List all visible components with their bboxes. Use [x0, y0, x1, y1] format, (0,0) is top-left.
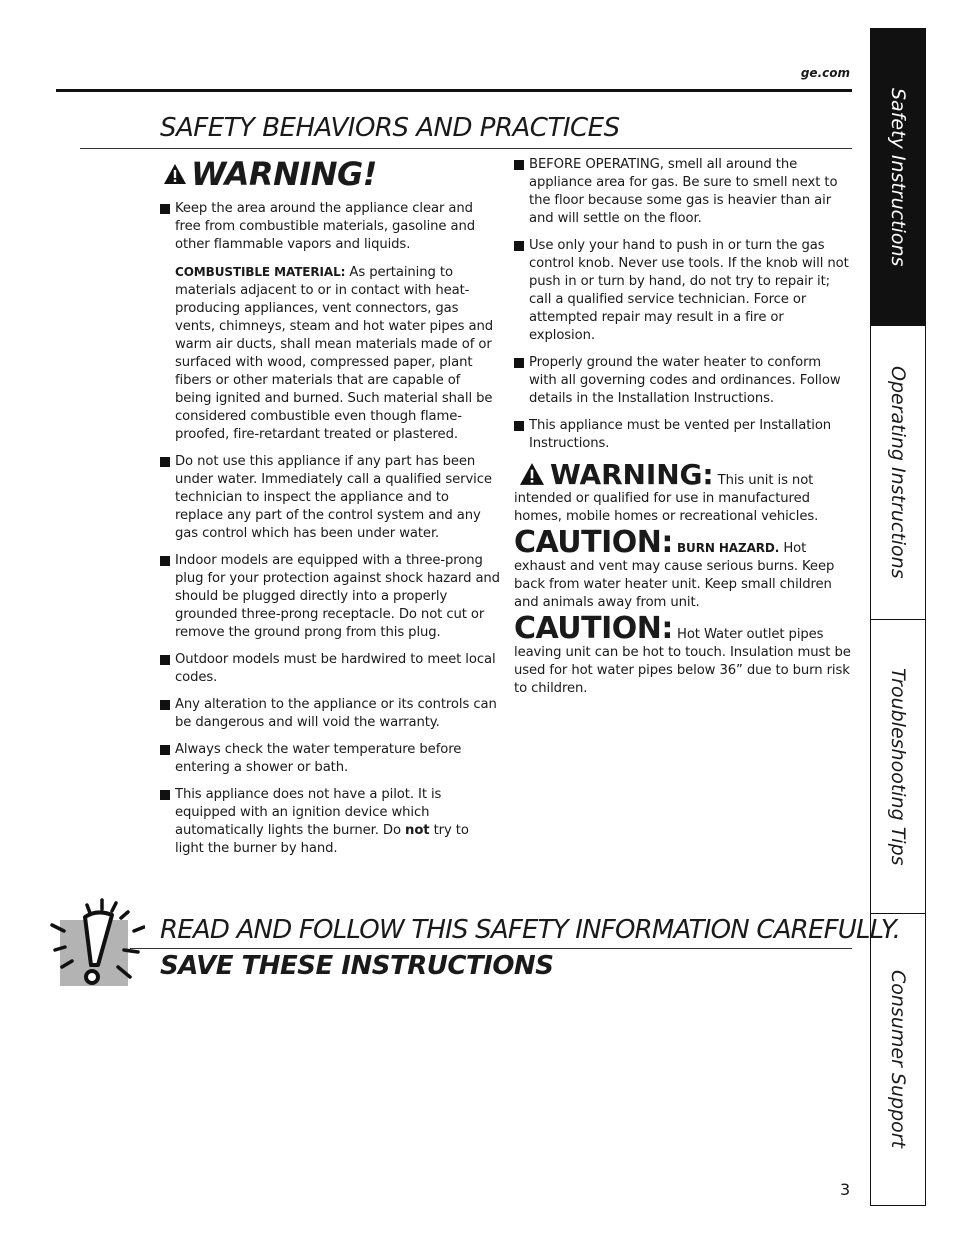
- burn-hazard-caution: [514, 525, 852, 612]
- read-rule: [130, 948, 852, 949]
- bullet-square-icon: [160, 204, 170, 214]
- save-instructions-title: SAVE THESE INSTRUCTIONS: [160, 951, 554, 981]
- list-item: Any alteration to the appliance or its controls can be dangerous and will void the warranty.: [160, 696, 500, 732]
- list-item: This appliance must be vented per Installation Instructions.: [514, 417, 852, 453]
- hot-pipes-caution: [514, 611, 852, 698]
- combustible-text: As pertaining to materials adjacent to or in contact with heat-producing appliances, vent connectors, gas vents, chimneys, steam and hot water pipes and warm air ducts, shall mean materials made of or surfaced with wood, compressed paper, plant fibers or other materials that are capable of being ignited and burned. Such material shall be considered combustible even though flame-proofed, fire-retardant treated or plastered.: [175, 265, 493, 442]
- section-title: SAFETY BEHAVIORS AND PRACTICES: [160, 113, 620, 143]
- bullet-square-icon: [160, 790, 170, 800]
- alert-exclamation-icon: [50, 895, 145, 990]
- list-item: Properly ground the water heater to conform with all governing codes and ordinances. Follow details in the Installation Instructions.: [514, 354, 852, 408]
- bullet-square-icon: [514, 358, 524, 368]
- combustible-label: COMBUSTIBLE MATERIAL:: [175, 265, 346, 279]
- page-number: 3: [840, 1180, 851, 1199]
- bullet-square-icon: [514, 421, 524, 431]
- warning-label: WARNING:: [550, 458, 714, 491]
- bullet-square-icon: [160, 655, 170, 665]
- bullet-square-icon: [160, 457, 170, 467]
- bullet-square-icon: [514, 160, 524, 170]
- bullet-square-icon: [160, 745, 170, 755]
- warning-triangle-icon: [518, 462, 546, 486]
- tab-consumer-support[interactable]: Consumer Support: [887, 970, 909, 1149]
- right-column: [514, 156, 852, 706]
- list-item: Use only your hand to push in or turn the gas control knob. Never use tools. If the knob will not push in or turn by hand, do not try to repair it; call a qualified service technician. Force or attempted repair may result in a fire or explosion.: [514, 237, 852, 345]
- read-follow-title: READ AND FOLLOW THIS SAFETY INFORMATION CAREFULLY.: [160, 915, 901, 945]
- warning-text: This unit is not intended or qualified for use in manufactured homes, mobile homes or recreational vehicles.: [514, 473, 819, 524]
- list-item: This appliance does not have a pilot. It is equipped with an ignition device which automatically lights the burner. Do not try to light the burner by hand.: [160, 786, 500, 858]
- list-item: Always check the water temperature before entering a shower or bath.: [160, 741, 500, 777]
- warning-triangle-icon: [163, 163, 187, 185]
- warning-heading-text: WARNING!: [191, 155, 377, 193]
- side-tabs: [870, 28, 926, 1206]
- burn-hazard-label: BURN HAZARD.: [677, 541, 780, 555]
- combustible-definition: [175, 263, 500, 444]
- caution-label: CAUTION:: [514, 525, 673, 560]
- tab-safety-instructions[interactable]: Safety Instructions: [871, 29, 925, 326]
- mobile-home-warning: [514, 458, 852, 526]
- caution-text: Hot exhaust and vent may cause serious burns. Keep back from water heater unit. Keep small children and animals away from unit.: [514, 541, 835, 610]
- top-rule: [56, 89, 852, 92]
- list-item: Keep the area around the appliance clear and free from combustible materials, gasoline and other flammable vapors and liquids.: [160, 200, 500, 254]
- tab-operating-instructions[interactable]: Operating Instructions: [871, 326, 925, 620]
- list-item: BEFORE OPERATING, smell all around the appliance area for gas. Be sure to smell next to the floor because some gas is heavier than air and will settle on the floor.: [514, 156, 852, 228]
- site-url: ge.com: [800, 66, 850, 80]
- list-item: Do not use this appliance if any part has been under water. Immediately call a qualified service technician to inspect the appliance and to replace any part of the control system and any gas control which has been under water.: [160, 453, 500, 543]
- list-item: Outdoor models must be hardwired to meet local codes.: [160, 651, 500, 687]
- tab-troubleshooting-tips[interactable]: Troubleshooting Tips: [871, 620, 925, 914]
- bullet-square-icon: [160, 556, 170, 566]
- title-rule: [80, 148, 852, 149]
- caution-text: Hot Water outlet pipes leaving unit can be hot to touch. Insulation must be used for hot water pipes below 36” due to burn risk to children.: [514, 627, 851, 696]
- warning-heading: [163, 155, 377, 193]
- bullet-square-icon: [160, 700, 170, 710]
- bullet-square-icon: [514, 241, 524, 251]
- list-item: Indoor models are equipped with a three-prong plug for your protection against shock hazard and should be plugged directly into a properly grounded three-prong receptacle. Do not cut or remove the ground prong from this plug.: [160, 552, 500, 642]
- caution-label: CAUTION:: [514, 611, 673, 646]
- left-column: [160, 200, 500, 867]
